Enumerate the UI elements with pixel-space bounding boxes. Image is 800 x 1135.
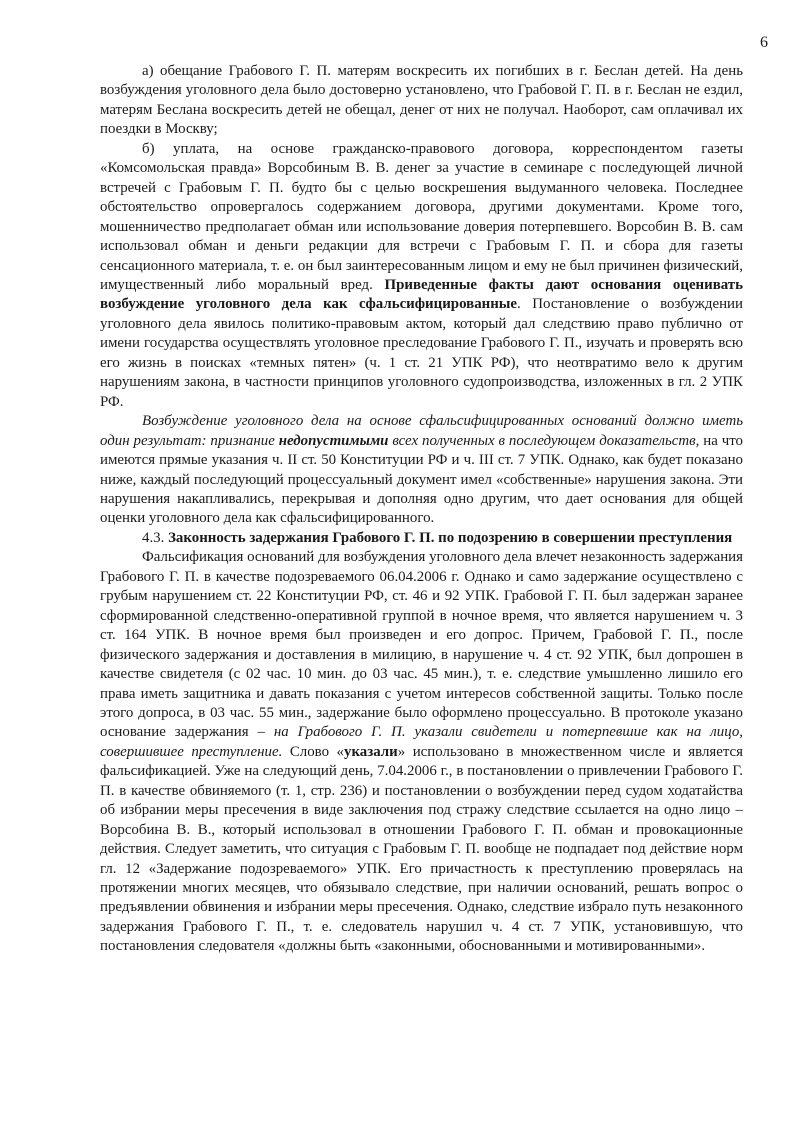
bold-conclusion: Приведенные факты дают основания оценивать возбуждение уголовного дела как сфальсифицированные (100, 276, 743, 313)
paragraph-payment-contract (100, 140, 743, 412)
paragraph-text: на что имеются прямые указания ч. II ст. 50 Конституции РФ и ч. III ст. 7 УПК. Однако, как будет показано ниже, каждый последующий процессуальный документ имел «собственные» нарушения закона. Эти нарушения накапливались, перекрывая и дополняя одно другим, что дает основания для общей оценки уголовного дела как сфальсифицированного. (100, 432, 743, 527)
paragraph-text: . Постановление о возбуждении уголовного дела явилось политико-правовым актом, который дал следствию право публично от имени государства осуществлять уголовное преследование Грабового Г. П., изучать и проверять всю его жизнь в поисках «темных пятен» (ч. 1 ст. 21 УПК РФ), что неотвратимо вело к другим нарушениям закона, в частности принципов уголовного судопроизводства, изложенных в гл. 2 УПК РФ. (100, 296, 743, 410)
paragraph-text: Фальсификация оснований для возбуждения уголовного дела влечет незаконность задержания Грабового Г. П. в качестве подозреваемого 06.04.2006 г. Однако и само задержание осуществлено с грубым нарушением ст. 22 Конституции РФ, ст. 46 и 92 УПК. Грабовой Г. П. был задержан заранее сформированной следственно-оперативной группой в ночное время, что является нарушением ч. 3 ст. 164 УПК. В ночное время был произведен и его допрос. Причем, Грабовой Г. П., после физического задержания и доставления в милицию, в нарушение ч. 4 ст. 92 УПК, был допрошен в качестве свидетеля (с 02 час. 10 мин. до 03 час. 45 мин.), т. е. следствие умышленно лишило его права иметь защитника и давать показания с учетом интересов собственной защиты. Только после этого допроса, в 03 час. 55 мин., задержание было оформлено процессуально. В протоколе указано основание задержания – (100, 549, 743, 741)
bold-word: указали (344, 743, 398, 760)
paragraph-text: б) уплата, на основе гражданско-правового договора, корреспондентом газеты «Комсомольская правда» Ворсобиным В. В. денег за участие в семинаре с последующей личной встречей с Грабовым Г. П. будто бы с целью воскрешения выдуманного человека. Последнее обстоятельство опровергалось содержанием договора, другими документами. Кроме того, мошенничество предполагает обман или использование доверия потерпевшего. Ворсобин В. В. сам использовал обман и деньги редакции для встречи с Грабовым Г. П. и сбора для газеты сенсационного материала, т. е. он был заинтересованным лицом и ему не был причинен физический, имущественный либо моральный вред. (100, 140, 743, 293)
page-number: 6 (760, 34, 768, 51)
section-title: Законность задержания Грабового Г. П. по подозрению в совершении преступления (168, 529, 733, 546)
paragraph-promise-beslan: а) обещание Грабового Г. П. матерям воскресить их погибших в г. Беслан детей. На день возбуждения уголовного дела было достоверно установлено, что Грабовой Г. П. в г. Беслан не ездил, матерям Беслана воскресить детей не обещал, денег от них не получал. Наоборот, сам оплачивал их поездки в Москву; (100, 63, 743, 138)
section-heading (100, 529, 743, 548)
italic-text: Возбуждение уголовного дела на основе сфальсифицированных оснований должно иметь один результат: признание (100, 413, 743, 449)
paragraph-inadmissible-evidence (100, 412, 743, 529)
bold-italic-text: недопустимыми (278, 432, 389, 449)
document-body (100, 62, 743, 957)
italic-text: всех полученных в последующем доказательств, (388, 432, 700, 449)
section-number: 4.3. (142, 529, 169, 546)
paragraph-text: » использовано в множественном числе и является фальсификацией. Уже на следующий день, 7.04.2006 г., в постановлении о привлечении Грабового Г. П. в качестве обвиняемого (т. 1, стр. 236) и постановлении о возбуждении перед судом ходатайства об избрании меры пресечения в виде заключения под стражу следствие ссылается на одно лицо – Ворсобина В. В., который использовал в отношении Грабового Г. П. обман и провокационные действия. Следует заметить, что ситуация с Грабовым Г. П. вообще не подпадает под действие норм гл. 12 «Задержание подозреваемого» УПК. Его причастность к преступлению проверялась на протяжении многих месяцев, что обязывало следствие, при наличии оснований, решать вопрос о предъявлении обвинения и избрании меры пресечения. Однако, следствие избрало путь незаконного задержания Грабового Г. П., т. е. следователь нарушил ч. 4 ст. 7 УПК, установившую, что постановления следователя «должны быть «законными, обоснованными и мотивированными». (100, 743, 743, 955)
italic-quote: на Грабового Г. П. указали свидетели и потерпевшие как на лицо, совершившее преступление. (100, 724, 743, 760)
paragraph-text: Слово « (282, 743, 344, 760)
paragraph-detention-legality (100, 548, 743, 957)
